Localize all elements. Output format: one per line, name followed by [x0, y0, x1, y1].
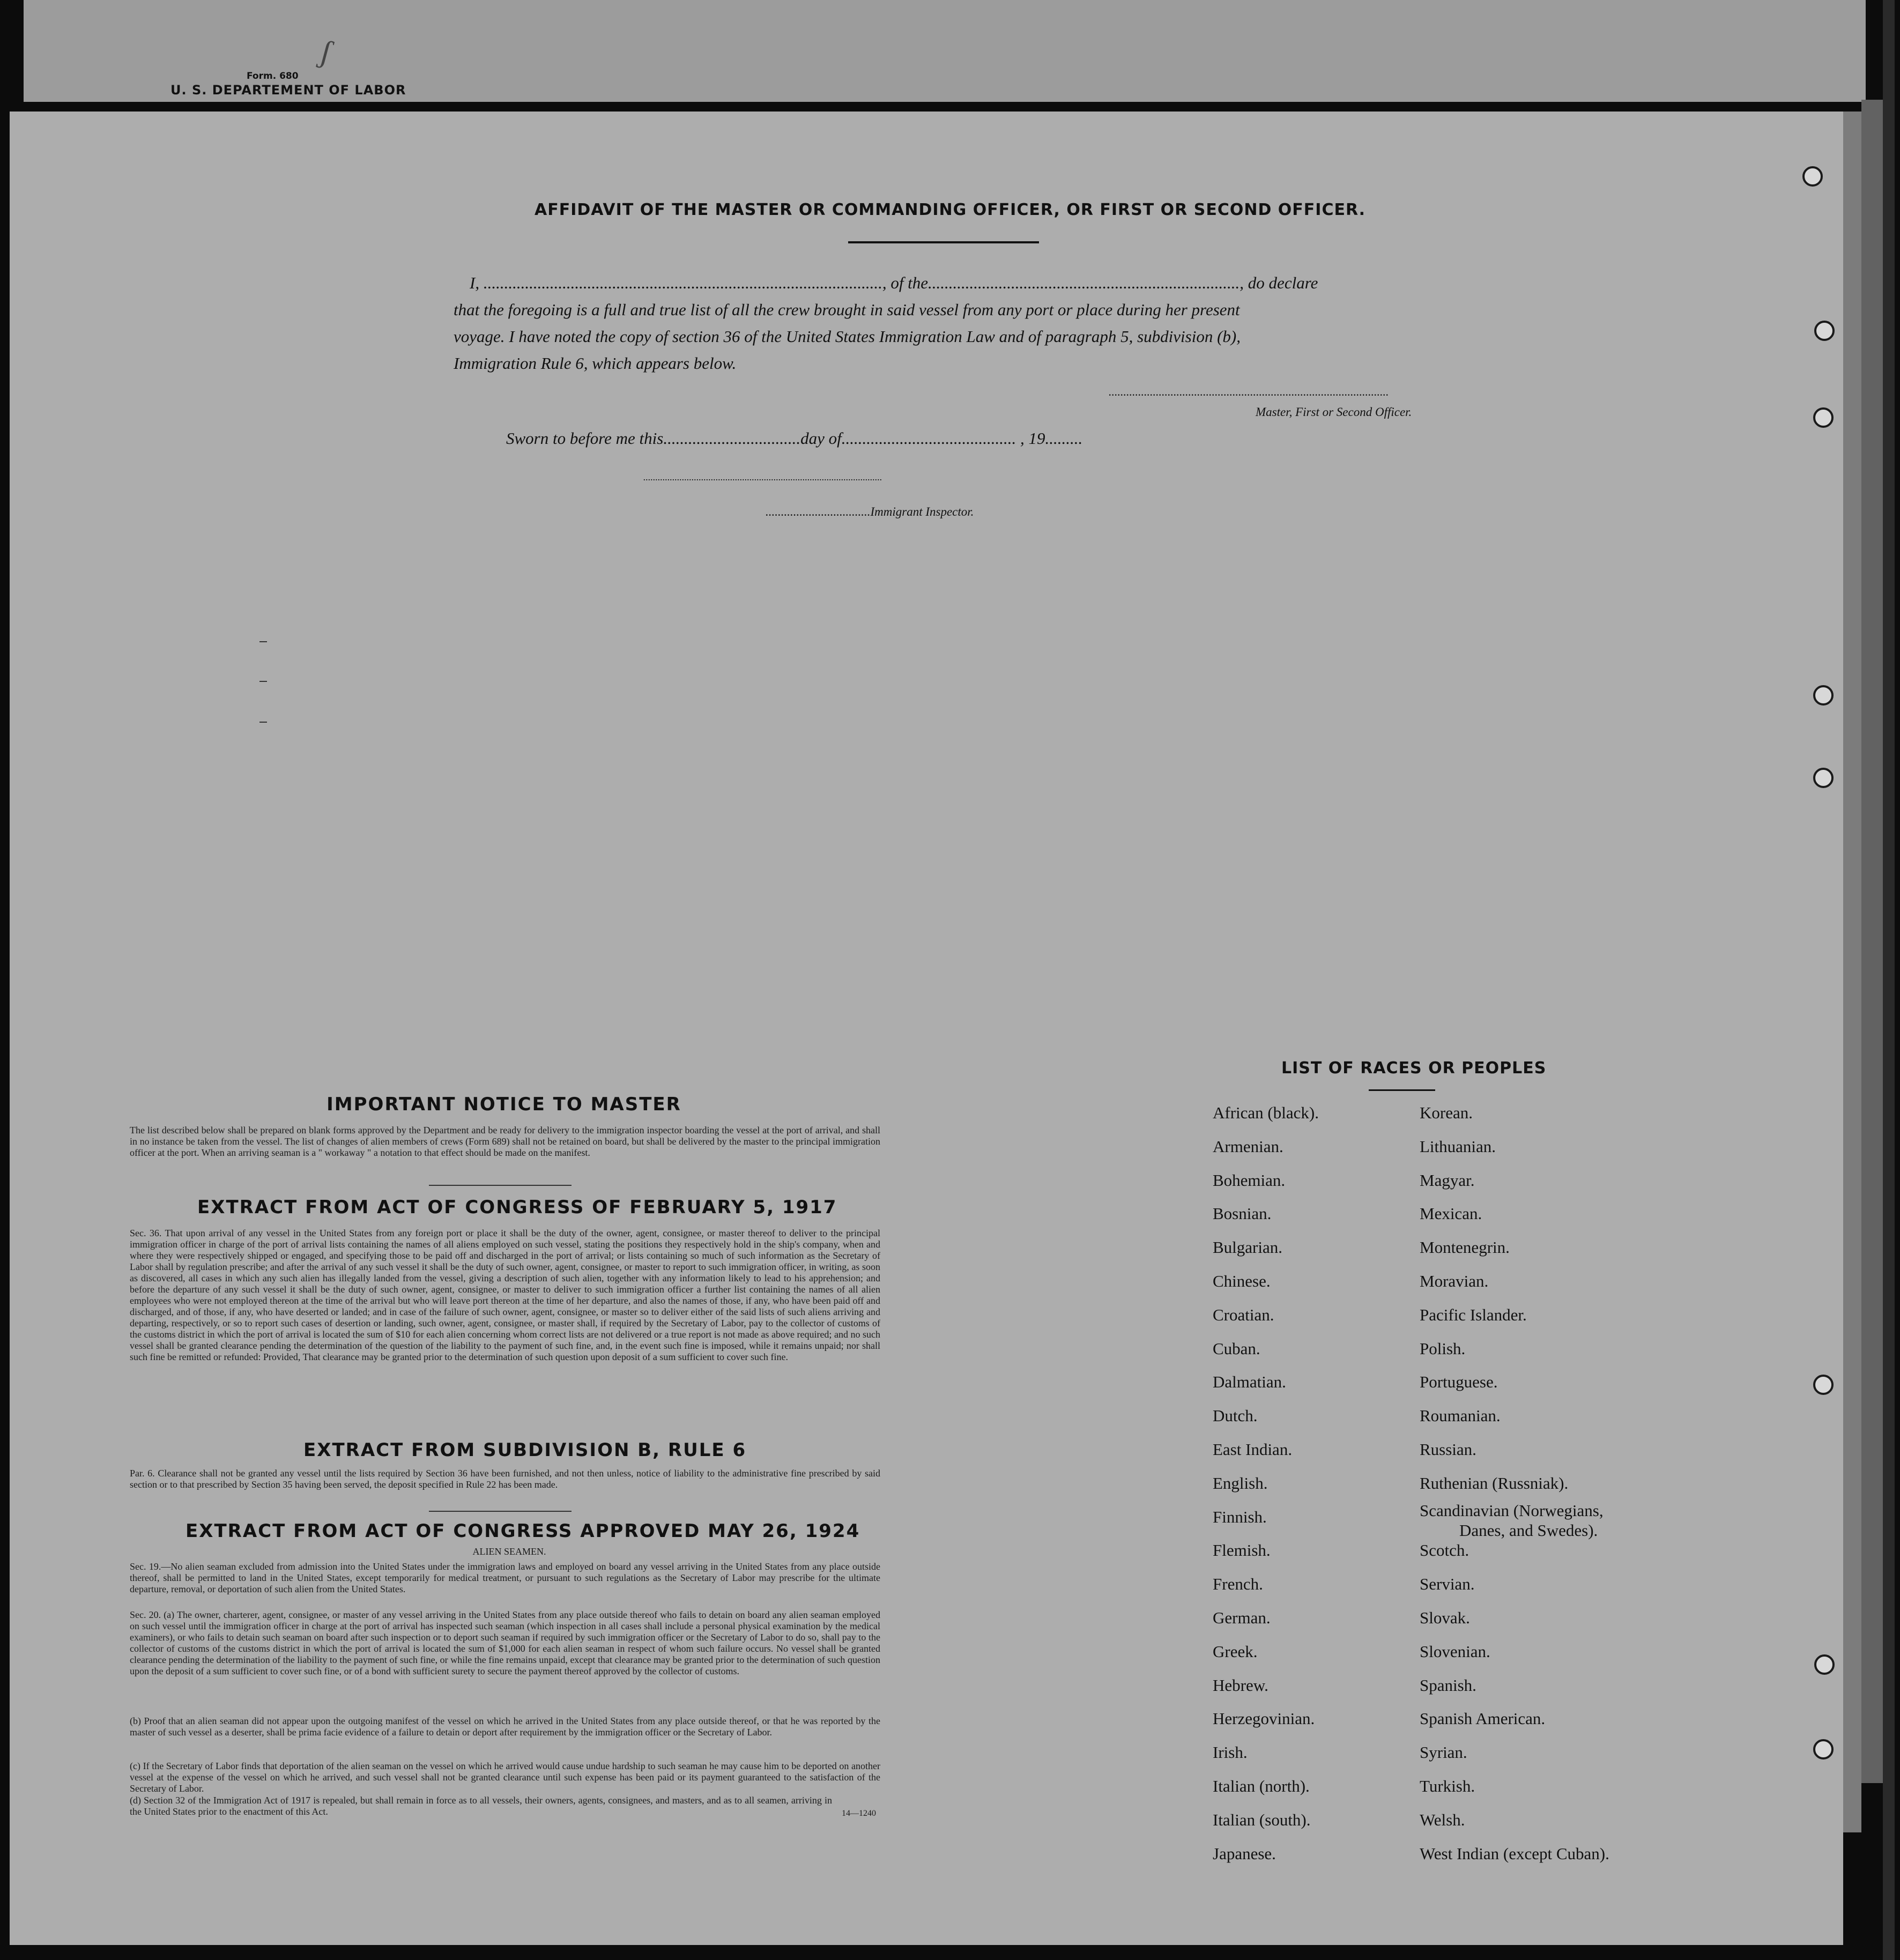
race-item: Roumanian. — [1420, 1406, 1501, 1425]
binder-hole-icon — [1813, 768, 1834, 788]
race-item: Lithuanian. — [1420, 1137, 1496, 1156]
margin-tick — [259, 681, 267, 682]
race-item: Flemish. — [1213, 1541, 1271, 1560]
section-divider — [429, 1511, 572, 1512]
race-item: Servian. — [1420, 1575, 1475, 1593]
race-item: Scotch. — [1420, 1541, 1469, 1560]
race-item: Turkish. — [1420, 1777, 1475, 1795]
race-item: Bosnian. — [1213, 1204, 1272, 1223]
affidavit-line: Immigration Rule 6, which appears below. — [454, 354, 737, 373]
binder-hole-icon — [1814, 321, 1835, 341]
affidavit-line: that the foregoing is a full and true list of all the crew brought in said vessel from any port or place during her present — [454, 300, 1240, 319]
races-title: LIST OF RACES OR PEOPLES — [1281, 1059, 1547, 1078]
notice-text: The list described below shall be prepared on blank forms approved by the Department and be ready for delivery to the immigration inspector boarding the vessel at the port of arrival, and shall in no instance be taken from the vessel. The list of changes of alien members of crews (Form 689) shall not be retained on board, but shall be delivered by the master to the principal immigration officer at the port. When an arriving seaman is a " workaway " a notation to that effect should be made on the manifest. — [130, 1125, 880, 1158]
race-item: French. — [1213, 1575, 1263, 1593]
race-item: Greek. — [1213, 1642, 1258, 1661]
race-item: Polish. — [1420, 1339, 1466, 1358]
race-item: Moravian. — [1420, 1272, 1489, 1290]
race-item: Mexican. — [1420, 1204, 1482, 1223]
race-item: Scandinavian (Norwegians, — [1420, 1501, 1604, 1520]
title-underline — [1369, 1089, 1435, 1091]
section-20a-text: Sec. 20. (a) The owner, charterer, agent, consignee, or master of any vessel arriving in the United States from any place outside thereof who fails to detain on board any alien seaman employed on such vessel until the immigration officer in charge at the port of arrival has inspected such seaman (which inspection in all cases shall include a personal physical examination by the medical examiners), or who fails to detain such seaman on board after such inspection or to deport such seaman if required by such immigration officer or the Secretary of Labor to do so, shall pay to the collector of customs of the customs district in which the port of arrival is located the sum of $1,000 for each alien seaman in respect of whom such failure occurs. No vessel shall be granted clearance pending the determination of the liability to the payment of such fine, or while the fine remains unpaid, except that clearance may be granted prior to the determination of such question upon the deposit of a sum sufficient to cover such fine, or of a bond with sufficient surety to secure the payment thereof approved by the collector of customs. — [130, 1609, 880, 1676]
race-item: Montenegrin. — [1420, 1238, 1510, 1257]
race-item: Portuguese. — [1420, 1372, 1498, 1391]
race-item: West Indian (except Cuban). — [1420, 1844, 1609, 1863]
race-item: Irish. — [1213, 1743, 1248, 1762]
race-item: Japanese. — [1213, 1844, 1276, 1863]
race-item: Armenian. — [1213, 1137, 1283, 1156]
race-item: Bohemian. — [1213, 1171, 1286, 1190]
race-item: Russian. — [1420, 1440, 1476, 1459]
race-item: Dutch. — [1213, 1406, 1258, 1425]
section-20b-text: (b) Proof that an alien seaman did not appear upon the outgoing manifest of the vessel on which he arrived in the United States from any place outside thereof, or that he was reported by the master of such vessel as a deserter, shall be prima facie evidence of a failure to detain or deport after requirement by the immigration officer or the Secretary of Labor. — [130, 1716, 880, 1738]
extract-1924-subtitle: ALIEN SEAMEN. — [472, 1546, 546, 1557]
affidavit-line: I, ................................................................................................, of the..........................................................................., do declare — [470, 273, 1318, 292]
margin-tick — [259, 722, 267, 723]
extract-1917-text: Sec. 36. That upon arrival of any vessel in the United States from any foreign port or place it shall be the duty of the owner, agent, consignee, or master thereof to deliver to the principal immigration officer in charge of the port of arrival lists containing the names of all aliens employed on such vessel, stating the positions they respectively hold in the ship's company, when and where they were respectively shipped or engaged, and specifying those to be paid off and discharged in the port of arrival; or lists containing so much of such information as the Secretary of Labor shall by regulation prescribe; and after the arrival of any such vessel it shall be the duty of such owner, agent, consignee, or master to report to such immigration officer, in writing, as soon as discovered, all cases in which any such alien has illegally landed from the vessel, giving a description of such alien, together with any information likely to lead to his apprehension; and before the departure of any such vessel it shall be the duty of such owner, agent, consignee, or master to deliver to such immigration officer a further list containing the names of all alien employees who were not employed thereon at the time of the arrival but who will leave port thereon at the time of her departure, and also the names of those, if any, who have been paid off and discharged, and of those, if any, who have deserted or landed; and in case of the failure of such owner, agent, consignee, or master so to deliver either of the said lists of such aliens arriving and departing, respectively, or so to report such cases of desertion or landing, such owner, agent, consignee, or master shall, if required by the Secretary of Labor, pay to the collector of customs of the customs district in which the port of arrival is located the sum of $10 for each alien concerning whom correct lists are not delivered or a true report is not made as above required; and no such vessel shall be granted clearance pending the determination of the question of the liability to the payment of such fine, and, in the event such fine is imposed, while it remains unpaid; nor shall such fine be remitted or refunded: Provided, That clearance may be granted prior to the determination of such question upon deposit of a sum sufficient to cover such fine. — [130, 1228, 880, 1362]
race-item: Cuban. — [1213, 1339, 1260, 1358]
print-code: 14—1240 — [842, 1809, 876, 1818]
affidavit-title: AFFIDAVIT OF THE MASTER OR COMMANDING OFFICER, OR FIRST OR SECOND OFFICER. — [534, 201, 1366, 219]
race-item: Spanish American. — [1420, 1709, 1546, 1728]
race-item: English. — [1213, 1474, 1268, 1493]
section-divider — [429, 1185, 572, 1186]
binder-hole-icon — [1813, 685, 1834, 706]
race-item: Danes, and Swedes). — [1459, 1521, 1598, 1540]
race-item: Welsh. — [1420, 1810, 1465, 1829]
race-item: Chinese. — [1213, 1272, 1271, 1290]
race-item: Italian (north). — [1213, 1777, 1310, 1795]
race-item: Bulgarian. — [1213, 1238, 1282, 1257]
page-edge — [1843, 112, 1861, 1832]
inspector-signature-line: ................................................................................................... — [643, 472, 882, 482]
pencil-mark: ʃ — [316, 33, 336, 70]
binder-hole-icon — [1813, 1375, 1834, 1395]
section-19-text: Sec. 19.—No alien seaman excluded from admission into the United States under the immigration laws and employed on board any vessel arriving in the United States from any place outside thereof, shall be permitted to land in the United States, except temporarily for medical treatment, or pursuant to such regulations as the Secretary of Labor may prescribe for the ultimate departure, removal, or deportation of such alien from the United States. — [130, 1561, 880, 1594]
inspector-label: ..................................Immigrant Inspector. — [766, 505, 974, 518]
race-item: Slovenian. — [1420, 1642, 1490, 1661]
page-edge — [1883, 0, 1895, 1960]
race-item: Italian (south). — [1213, 1810, 1311, 1829]
race-item: Ruthenian (Russniak). — [1420, 1474, 1569, 1493]
section-20c-text: (c) If the Secretary of Labor finds that deportation of the alien seaman on the vessel on which he arrived would cause undue hardship to such seaman he may cause him to be deported on another vessel at the expense of the vessel on which he arrived, and such vessel shall not be granted clearance until such expense has been paid or its payment guaranteed to the satisfaction of the Secretary of Labor. — [130, 1761, 880, 1794]
race-item: Korean. — [1420, 1103, 1473, 1122]
extract-1924-title: EXTRACT FROM ACT OF CONGRESS APPROVED MAY 26, 1924 — [185, 1520, 860, 1542]
section-20d-text: (d) Section 32 of the Immigration Act of 1917 is repealed, but shall remain in force as to all vessels, their owners, agents, consignees, and masters, and as to all seamen, arriving in the United States prior to the enactment of this Act. — [130, 1795, 832, 1817]
race-item: Hebrew. — [1213, 1676, 1268, 1695]
affidavit-line: voyage. I have noted the copy of section 36 of the United States Immigration Law and of paragraph 5, subdivision (b), — [454, 327, 1241, 346]
page-edge — [1861, 100, 1883, 1783]
race-item: Croatian. — [1213, 1305, 1274, 1324]
race-item: Syrian. — [1420, 1743, 1467, 1762]
extract-rule6-title: EXTRACT FROM SUBDIVISION B, RULE 6 — [303, 1439, 747, 1461]
race-item: Pacific Islander. — [1420, 1305, 1527, 1324]
binder-hole-icon — [1813, 407, 1834, 428]
race-item: Herzegovinian. — [1213, 1709, 1315, 1728]
binder-hole-icon — [1802, 166, 1823, 187]
form-number: Form. 680 — [247, 71, 299, 81]
race-item: Spanish. — [1420, 1676, 1476, 1695]
race-item: Dalmatian. — [1213, 1372, 1286, 1391]
race-item: Slovak. — [1420, 1608, 1470, 1627]
extract-1917-title: EXTRACT FROM ACT OF CONGRESS OF FEBRUARY 5, 1917 — [197, 1197, 837, 1218]
signature-line: ............................................................................................... — [1109, 385, 1389, 398]
notice-title: IMPORTANT NOTICE TO MASTER — [326, 1094, 681, 1115]
margin-tick — [259, 641, 267, 642]
binder-hole-icon — [1814, 1654, 1835, 1675]
race-item: Magyar. — [1420, 1171, 1475, 1190]
race-item: Finnish. — [1213, 1508, 1267, 1526]
sworn-line: Sworn to before me this.................................day of.......................................... , 19......... — [506, 429, 1083, 448]
title-underline — [848, 241, 1039, 243]
binder-hole-icon — [1813, 1739, 1834, 1759]
signature-label: Master, First or Second Officer. — [1256, 405, 1412, 419]
race-item: German. — [1213, 1608, 1271, 1627]
race-item: African (black). — [1213, 1103, 1319, 1122]
extract-rule6-text: Par. 6. Clearance shall not be granted any vessel until the lists required by Section 36 have been furnished, and not then unless, notice of liability to the administrative fine prescribed by said section or to that prescribed by Section 35 having been served, the deposit specified in Rule 22 has been made. — [130, 1468, 880, 1490]
department-label: U. S. DEPARTEMENT OF LABOR — [170, 83, 406, 98]
race-item: East Indian. — [1213, 1440, 1293, 1459]
